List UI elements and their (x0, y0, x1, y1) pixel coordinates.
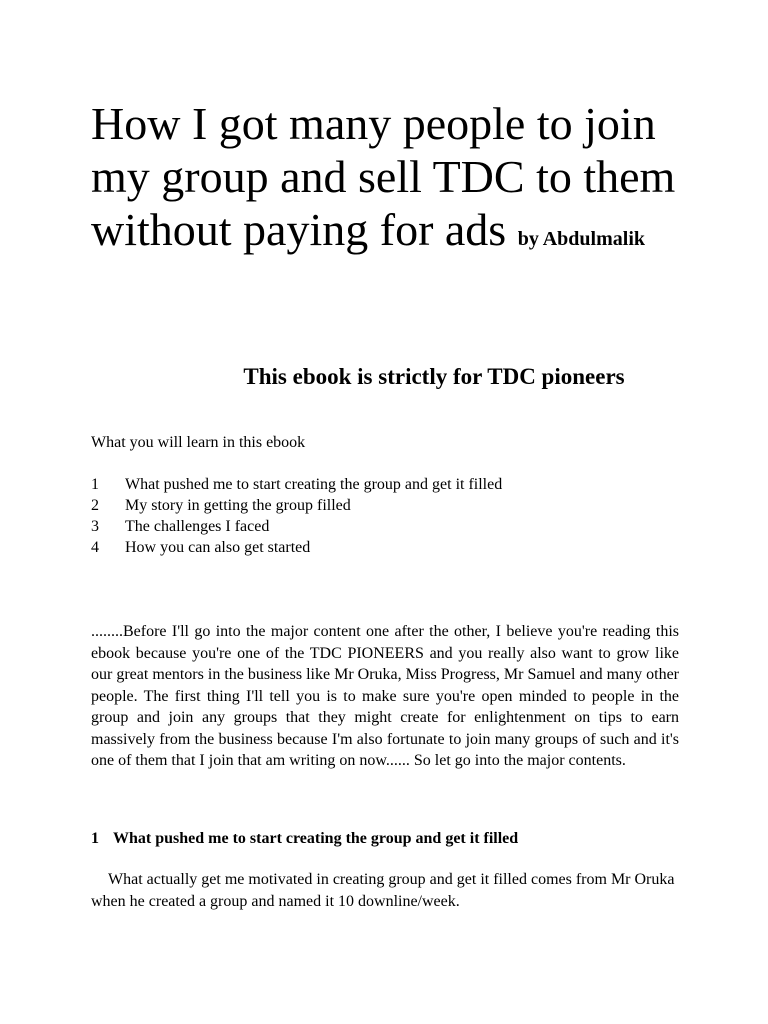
section-1-heading (91, 828, 518, 849)
toc-item (91, 495, 502, 516)
title-text: How I got many people to join my group and sell TDC to them without paying for ads (91, 98, 676, 255)
toc-item (91, 537, 502, 558)
toc-item-number: 2 (91, 497, 99, 514)
document-subtitle: This ebook is strictly for TDC pioneers (243, 364, 625, 389)
learn-heading: What you will learn in this ebook (91, 434, 306, 451)
document-title (91, 97, 691, 266)
intro-paragraph: ........Before I'll go into the major content one after the other, I believe you're reading this ebook because you're one of the TDC PIONEERS and you really also want to grow like our great mentors in the business like Mr Oruka, Miss Progress, Mr Samuel and many other people. The first thing I'll tell you is to make sure you're open minded to people in the group and join any groups that they might create for enlightenment on tips to earn massively from the business because I'm also fortunate to join many groups of such and it's one of them that I join that am writing on now...... So let go into the major contents. (91, 623, 679, 769)
toc-item-number: 1 (91, 476, 99, 493)
section-1-body: What actually get me motivated in creating group and get it filled comes from Mr Oruka when he created a group and named it 10 downline/week. (91, 871, 675, 910)
author-byline: by Abdulmalik (517, 228, 646, 250)
toc-item-number: 4 (91, 539, 99, 556)
section-number: 1 (91, 830, 99, 847)
toc-item-text: What pushed me to start creating the group and get it filled (125, 476, 503, 493)
toc-item-text: How you can also get started (125, 539, 311, 556)
toc-item-text: The challenges I faced (125, 518, 270, 535)
table-of-contents (91, 474, 502, 558)
toc-item (91, 474, 502, 495)
toc-item-text: My story in getting the group filled (125, 497, 351, 514)
section-heading-text: What pushed me to start creating the group and get it filled (113, 830, 519, 847)
toc-item-number: 3 (91, 518, 99, 535)
toc-item (91, 516, 502, 537)
